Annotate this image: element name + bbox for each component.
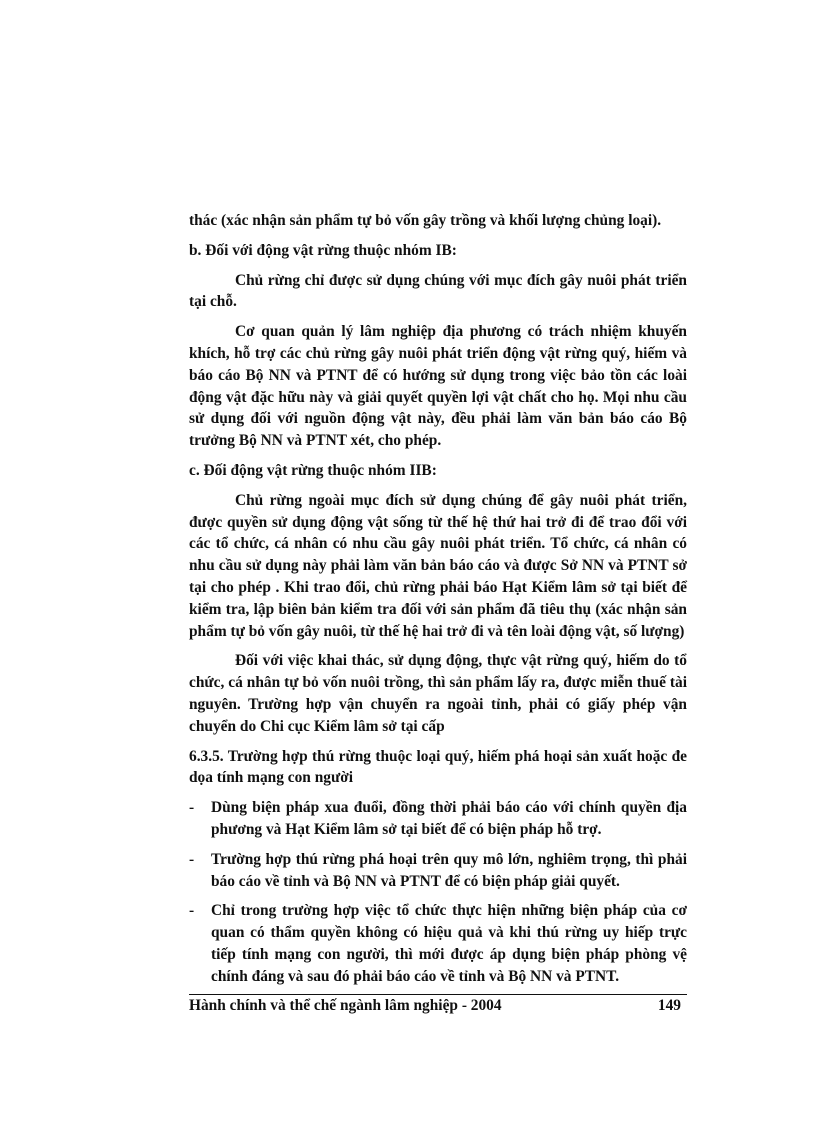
paragraph-ib-management: Cơ quan quản lý lâm nghiệp địa phương có trách nhiệm khuyến khích, hỗ trợ các chủ rừng gây nuôi phát triển động vật rừng quý, hiếm và báo cáo Bộ NN và PTNT để có hướng sử dụng trong việc bảo tồn các loài động vật đặc hữu này và giải quyết quyền lợi vật chất cho họ. Mọi nhu cầu sử dụng đối với nguồn động vật này, đều phải làm văn bản báo cáo Bộ trưởng Bộ NN và PTNT xét, cho phép. bbox=[189, 323, 687, 450]
list-item bbox=[189, 797, 687, 841]
heading-group-iib: c. Đối động vật rừng thuộc nhóm IIB: bbox=[189, 461, 437, 479]
paragraph-exploitation: Đối với việc khai thác, sử dụng động, thực vật rừng quý, hiếm do tổ chức, cá nhân tự bỏ vốn nuôi trồng, thì sản phẩm lấy ra, được miễn thuế tài nguyên. Trường hợp vận chuyển ra ngoài tỉnh, phải có giấy phép vận chuyển do Chi cục Kiểm lâm sở tại cấp bbox=[189, 652, 687, 735]
footer-title: Hành chính và thể chế ngành lâm nghiệp - 2004 bbox=[189, 997, 502, 1014]
page-body bbox=[189, 210, 687, 996]
dash-bullet: - bbox=[189, 799, 195, 817]
paragraph-iib-usage: Chủ rừng ngoài mục đích sử dụng chúng để gây nuôi phát triển, được quyền sử dụng động vật sống từ thế hệ thứ hai trở đi để trao đổi với các tổ chức, cá nhân có nhu cầu gây nuôi phát triển. Tổ chức, cá nhân có nhu cầu sử dụng này phải làm văn bản báo cáo và được Sở NN và PTNT sở tại cho phép . Khi trao đổi, chủ rừng phải báo Hạt Kiểm lâm sở tại biết để kiểm tra, lập biên bản kiểm tra đối với sản phẩm đã tiêu thụ (xác nhận sản phẩm tự bỏ vốn gây nuôi, từ thế hệ hai trở đi và tên loài động vật, số lượng) bbox=[189, 491, 687, 640]
list-item-text: Dùng biện pháp xua đuổi, đồng thời phải báo cáo với chính quyền địa phương và Hạt Kiểm lâm sở tại biết để có biện pháp hỗ trợ. bbox=[211, 799, 687, 838]
heading-group-ib: b. Đối với động vật rừng thuộc nhóm IB: bbox=[189, 241, 457, 259]
list-item-text: Trường hợp thú rừng phá hoại trên quy mô lớn, nghiêm trọng, thì phải báo cáo về tỉnh và Bộ NN và PTNT để có biện pháp giải quyết. bbox=[211, 850, 687, 890]
page-footer bbox=[189, 994, 687, 1015]
paragraph-ib-usage: Chủ rừng chỉ được sử dụng chúng với mục đích gây nuôi phát triển tại chỗ. bbox=[189, 271, 687, 311]
dash-bullet: - bbox=[189, 850, 195, 868]
measures-list bbox=[189, 797, 687, 987]
list-item bbox=[189, 849, 687, 893]
list-item bbox=[189, 900, 687, 987]
paragraph-continuation: thác (xác nhận sản phẩm tự bỏ vốn gây trồng và khối lượng chủng loại). bbox=[189, 212, 662, 229]
page-number: 149 bbox=[657, 997, 681, 1014]
dash-bullet: - bbox=[189, 902, 195, 920]
heading-section-6-3-5: 6.3.5. Trường hợp thú rừng thuộc loại quý, hiếm phá hoại sản xuất hoặc đe dọa tính mạng con người bbox=[189, 747, 687, 787]
list-item-text: Chỉ trong trường hợp việc tổ chức thực hiện những biện pháp của cơ quan có thẩm quyền không có hiệu quả và khi thú rừng uy hiếp trực tiếp tính mạng con người, thì mới được áp dụng biện pháp phòng vệ chính đáng và sau đó phải báo cáo về tỉnh và Bộ NN và PTNT. bbox=[211, 902, 687, 985]
